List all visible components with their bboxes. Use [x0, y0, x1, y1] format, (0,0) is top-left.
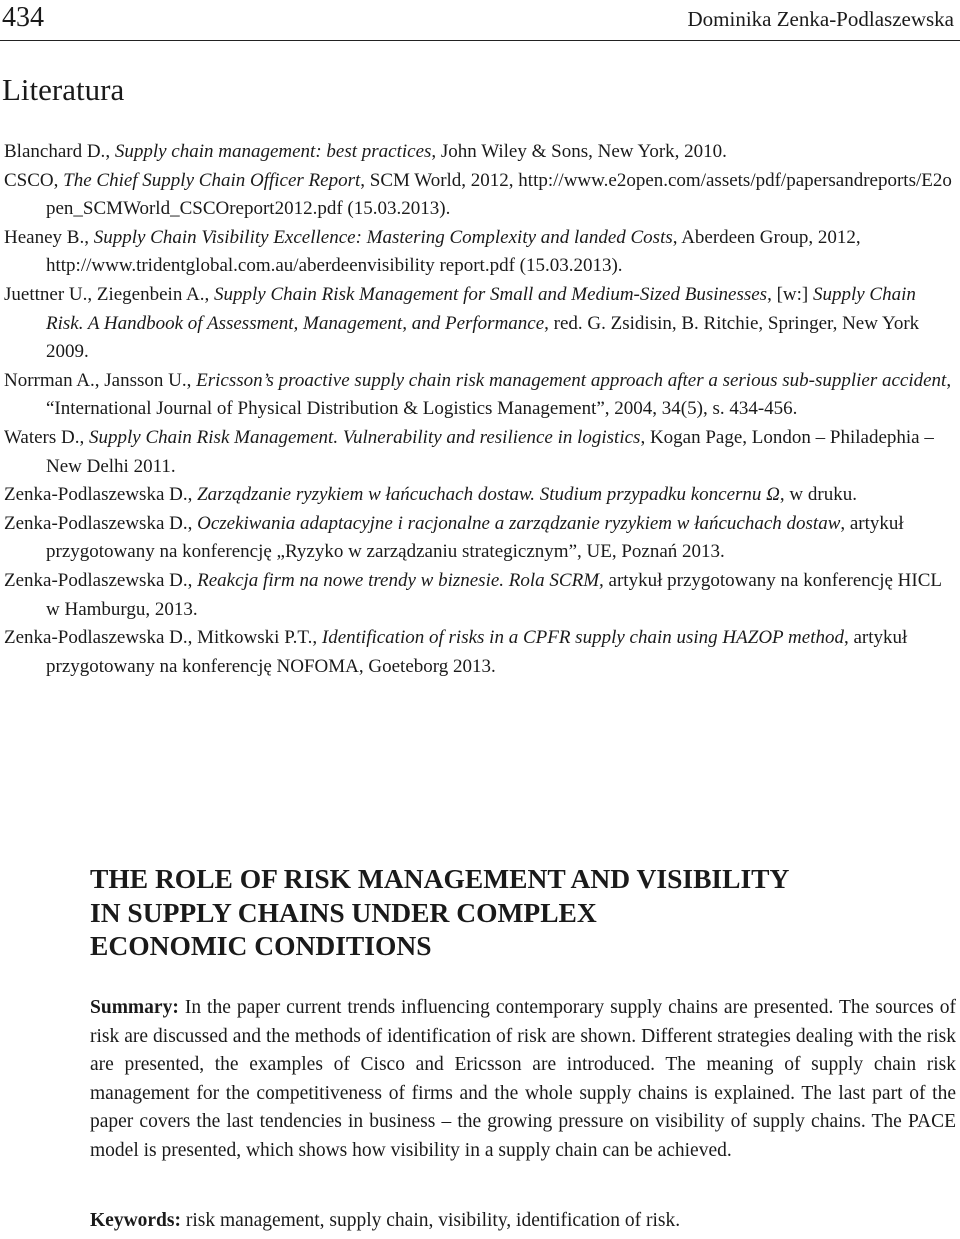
reference-item: [4, 481, 954, 510]
ref-sep: ,: [187, 512, 198, 534]
ref-authors: Waters D.: [4, 426, 80, 448]
ref-sep: ,: [187, 569, 198, 591]
ref-rest: , artykuł przygotowany na konferencję NOFOMA, Goeteborg 2013.: [46, 627, 908, 677]
ref-authors: Juettner U., Ziegenbein A.: [4, 283, 205, 305]
reference-item: [4, 138, 954, 167]
reference-item: [4, 510, 954, 567]
ref-authors: Zenka-Podlaszewska D.: [4, 569, 188, 591]
reference-list: [4, 138, 954, 681]
ref-rest: artykuł przygotowany na konferencję HICL w Hamburgu, 2013.: [46, 569, 942, 620]
ref-authors: Heaney B.: [4, 226, 85, 248]
abstract-title: [90, 862, 950, 963]
ref-sep: ,: [312, 627, 322, 649]
reference-item: [4, 367, 954, 424]
ref-authors: Zenka-Podlaszewska D.: [4, 484, 188, 506]
keywords-label: Keywords:: [90, 1210, 181, 1231]
ref-authors: Zenka-Podlaszewska D.: [4, 512, 188, 534]
ref-title: Reakcja firm na nowe trendy w biznesie. Rola SCRM,: [197, 569, 604, 591]
ref-mid: , [w:]: [767, 283, 813, 305]
summary-text: In the paper current trends influencing contemporary supply chains are presented. The sources of risk are discussed and the methods of identification of risk are shown. Different strategies dealing with the risk are presented, the examples of Cisco and Ericsson are introduced. The meaning of supply chain risk management for the competitiveness of firms and the whole supply chains is explained. The last part of the paper covers the last tendencies in business – the growing pressure on visibility of supply chains. The PACE model is presented, which shows how visibility in a supply chain can be achieved.: [90, 997, 956, 1161]
ref-rest: , Aberdeen Group, 2012, http://www.tridentglobal.com.au/aberdeenvisibility report.pdf (15.03.2013).: [46, 226, 861, 277]
reference-item: [4, 167, 954, 224]
ref-rest: , SCM World, 2012, http://www.e2open.com/assets/pdf/papersandreports/E2open_SCMWorld_CSCOreport2012.pdf (15.03.2013).: [46, 169, 952, 220]
ref-rest: , Kogan Page, London – Philadephia – New Delhi 2011.: [46, 426, 934, 477]
running-head: Dominika Zenka-Podlaszewska: [687, 7, 954, 31]
reference-item: [4, 224, 954, 281]
reference-item: [4, 281, 954, 367]
reference-item: [4, 567, 954, 624]
abstract-title-line: IN SUPPLY CHAINS UNDER COMPLEX: [90, 896, 597, 928]
ref-title: Identification of risks in a CPFR supply chain using HAZOP method: [321, 627, 844, 649]
ref-authors: CSCO,: [4, 169, 64, 191]
summary-label: Summary:: [90, 997, 179, 1018]
keywords-paragraph: [90, 1207, 956, 1235]
ref-title: The Chief Supply Chain Officer Report: [63, 169, 361, 191]
reference-item: [4, 624, 954, 681]
keywords-text: risk management, supply chain, visibility, identification of risk.: [181, 1210, 681, 1231]
abstract-title-line: THE ROLE OF RISK MANAGEMENT AND VISIBILITY: [90, 863, 790, 894]
ref-authors: Zenka-Podlaszewska D., Mitkowski P.T.: [4, 627, 313, 649]
ref-sep: ,: [79, 426, 89, 448]
ref-title: Zarządzanie ryzykiem w łańcuchach dostaw. Studium przypadku koncernu Ω: [197, 484, 780, 506]
ref-sep: ,: [186, 369, 197, 391]
reference-item: [4, 424, 954, 481]
ref-rest: , red. G. Zsidisin, B. Ritchie, Springer, New York 2009.: [46, 312, 920, 363]
ref-title: Supply Chain Risk Management for Small and Medium-Sized Businesses: [214, 283, 768, 305]
ref-rest: , “International Journal of Physical Distribution & Logistics Management”, 2004, 34(5), s. 434-456.: [46, 369, 952, 420]
ref-authors: Blanchard D.: [4, 141, 106, 162]
ref-sep: ,: [204, 283, 215, 305]
abstract-title-line: ECONOMIC CONDITIONS: [90, 930, 432, 961]
summary-paragraph: [90, 994, 956, 1166]
literature-heading: Literatura: [2, 72, 125, 107]
ref-rest: , John Wiley & Sons, New York, 2010.: [431, 141, 727, 162]
page-number: 434: [2, 2, 44, 33]
page-header: [0, 0, 960, 41]
ref-title: Supply chain management: best practices: [114, 141, 432, 162]
ref-title: Supply Chain Visibility Excellence: Mastering Complexity and landed Costs: [93, 226, 673, 248]
ref-book-title: Supply Chain Risk. A Handbook of Assessment, Management, and Performance: [46, 283, 916, 334]
ref-sep: ,: [187, 484, 198, 506]
ref-title: Ericsson’s proactive supply chain risk management approach after a serious sub-supplier accident: [196, 369, 947, 391]
ref-sep: ,: [105, 141, 115, 162]
ref-title: Supply Chain Risk Management. Vulnerability and resilience in logistics: [89, 426, 641, 448]
ref-rest: , w druku.: [779, 484, 857, 506]
ref-rest: , artykuł przygotowany na konferencję „Ryzyko w zarządzaniu strategicznym”, UE, Poznań 2013.: [46, 512, 904, 563]
ref-authors: Norrman A., Jansson U.: [4, 369, 187, 391]
ref-title: Oczekiwania adaptacyjne i racjonalne a zarządzanie ryzykiem w łańcuchach dostaw: [197, 512, 841, 534]
ref-sep: ,: [84, 226, 94, 248]
